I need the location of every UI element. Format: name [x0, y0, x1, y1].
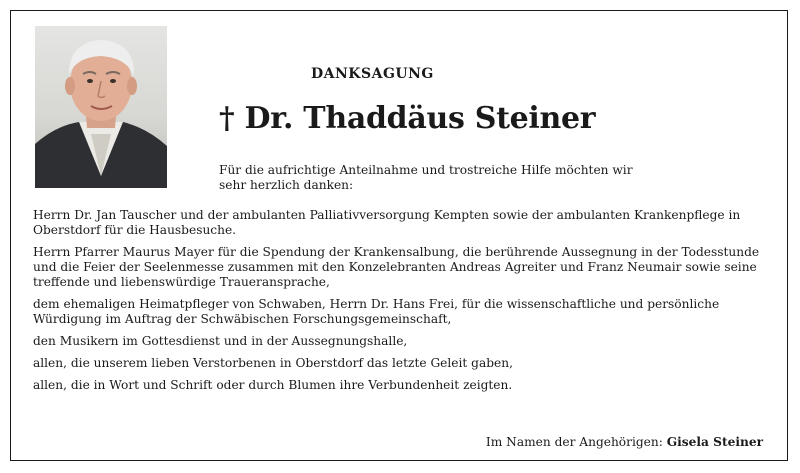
signature-name: Gisela Steiner [666, 435, 763, 449]
intro-text: Für die aufrichtige Anteilnahme und trostreiche Hilfe möchten wir sehr herzlich danken: [219, 163, 633, 192]
signature [486, 435, 763, 449]
thanks-paragraph: allen, die unserem lieben Verstorbenen in Oberstdorf das letzte Geleit gaben, [33, 356, 513, 370]
signature-prefix: Im Namen der Angehörigen: [485, 435, 663, 449]
thanks-paragraph: den Musikern im Gottesdienst und in der Aussegnungshalle, [33, 334, 408, 348]
heading: DANKSAGUNG [311, 66, 434, 82]
thanks-paragraph: allen, die in Wort und Schrift oder durch Blumen ihre Verbundenheit zeigten. [33, 378, 513, 392]
portrait-photo [35, 26, 167, 188]
obituary-notice [10, 10, 788, 461]
thanks-paragraph: dem ehemaligen Heimatpfleger von Schwaben, Herrn Dr. Hans Frei, für die wissenschaftliche und persönliche Würdigung im Auftrag der Schwäbischen Forschungsgemeinschaft, [33, 297, 720, 326]
thanks-paragraph: Herrn Pfarrer Maurus Mayer für die Spendung der Krankensalbung, die berührende Aussegnung in der Todesstunde und die Feier der Seelenmesse zusammen mit den Konzelebranten Andreas Agreiter und Franz Neumair sowie seine treffende und liebenswürdige Traueransprache, [33, 245, 760, 289]
thanks-paragraph: Herrn Dr. Jan Tauscher und der ambulanten Palliativversorgung Kempten sowie der ambulanten Krankenpflege in Oberstdorf für die Hausbesuche. [33, 208, 741, 237]
deceased-name: † Dr. Thaddäus Steiner [219, 101, 596, 136]
thanks-list [33, 208, 773, 400]
